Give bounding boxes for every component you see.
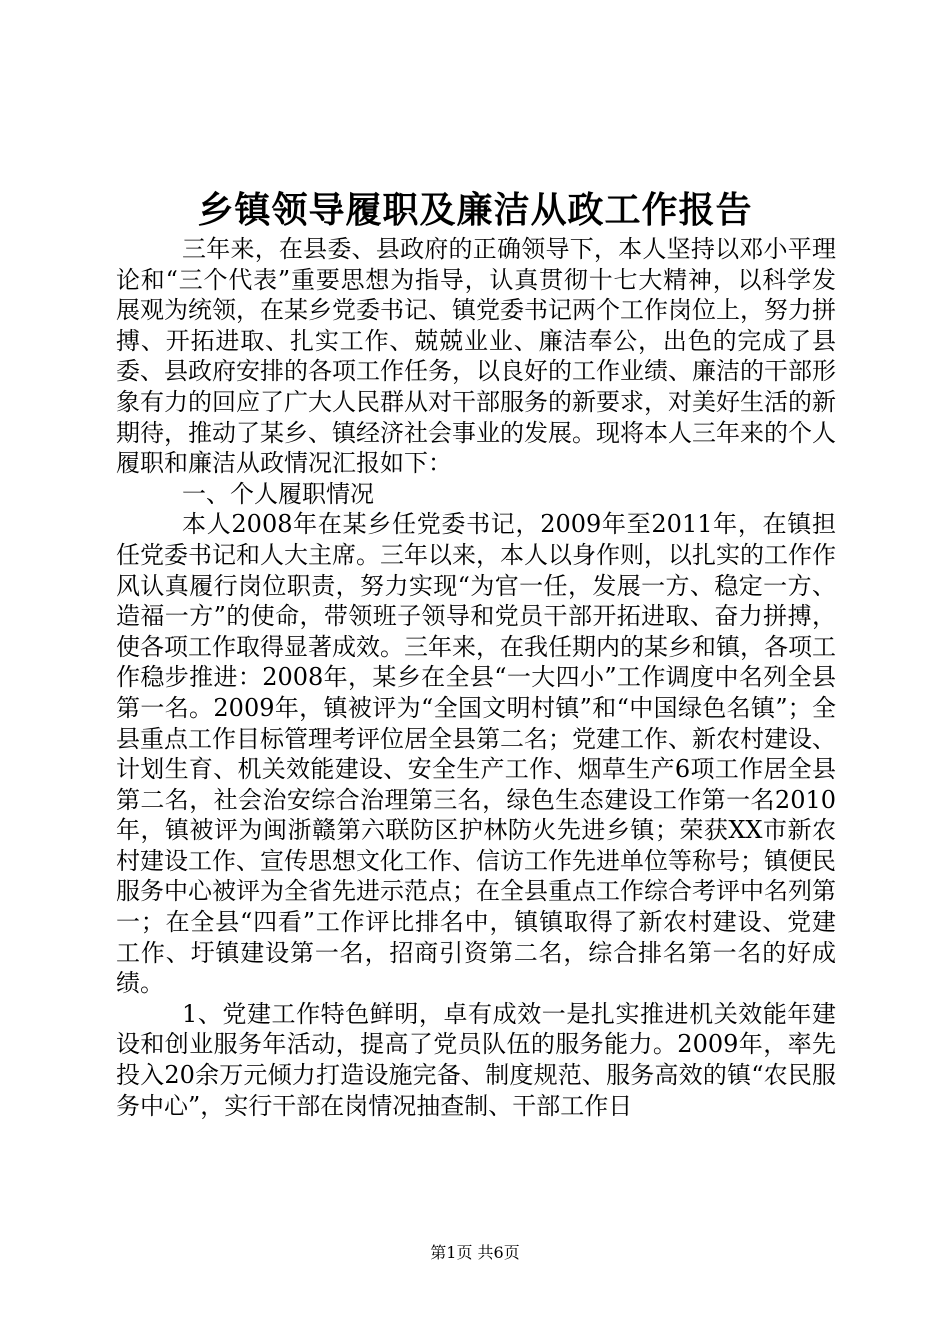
section-heading: 一、个人履职情况 [182,479,374,508]
performance-paragraph: 本人2008年在某乡任党委书记，2009年至2011年，在镇担任党委书记和人大主席。三年以来，本人以身作则，以扎实的工作作风认真履行岗位职责，努力实现“为官一任，发展一方、稳定一方、造福一方”的使命，带领班子领导和党员干部开拓进取、奋力拼搏，使各项工作取得显著成效。三年来，在我任期内的某乡和镇，各项工作稳步推进：2008年，某乡在全县“一大四小”工作调度中名列全县第一名。2009年，镇被评为“全国文明村镇”和“中国绿色名镇”；全县重点工作目标管理考评位居全县第二名；党建工作、新农村建设、计划生育、机关效能建设、安全生产工作、烟草生产6项工作居全县第二名，社会治安综合治理第三名，绿色生态建设工作第一名2010年，镇被评为闽浙赣第六联防区护林防火先进乡镇；荣获XX市新农村建设工作、宣传思想文化工作、信访工作先进单位等称号；镇便民服务中心被评为全省先进示范点；在全县重点工作综合考评中名列第一；在全县“四看”工作评比排名中，镇镇取得了新农村建设、党建工作、圩镇建设第一名，招商引资第二名，综合排名第一名的好成绩。 [116,510,836,998]
intro-paragraph: 三年来，在县委、县政府的正确领导下，本人坚持以邓小平理论和“三个代表”重要思想为指导，认真贯彻十七大精神，以科学发展观为统领，在某乡党委书记、镇党委书记两个工作岗位上，努力拼搏、开拓进取、扎实工作、兢兢业业、廉洁奉公，出色的完成了县委、县政府安排的各项工作任务，以良好的工作业绩、廉洁的干部形象有力的回应了广大人民群从对干部服务的新要求，对美好生活的新期待，推动了某乡、镇经济社会事业的发展。现将本人三年来的个人履职和廉洁从政情况汇报如下： [116,235,836,478]
page-number-footer: 第1页 共6页 [430,1243,520,1262]
party-building-paragraph: 1、党建工作特色鲜明，卓有成效一是扎实推进机关效能年建设和创业服务年活动，提高了党员队伍的服务能力。2009年，率先投入20余万元倾力打造设施完备、制度规范、服务高效的镇“农民服务中心”，实行干部在岗情况抽查制、干部工作日 [116,999,836,1120]
document-title: 乡镇领导履职及廉洁从政工作报告 [197,189,753,231]
document-body [116,234,836,1121]
